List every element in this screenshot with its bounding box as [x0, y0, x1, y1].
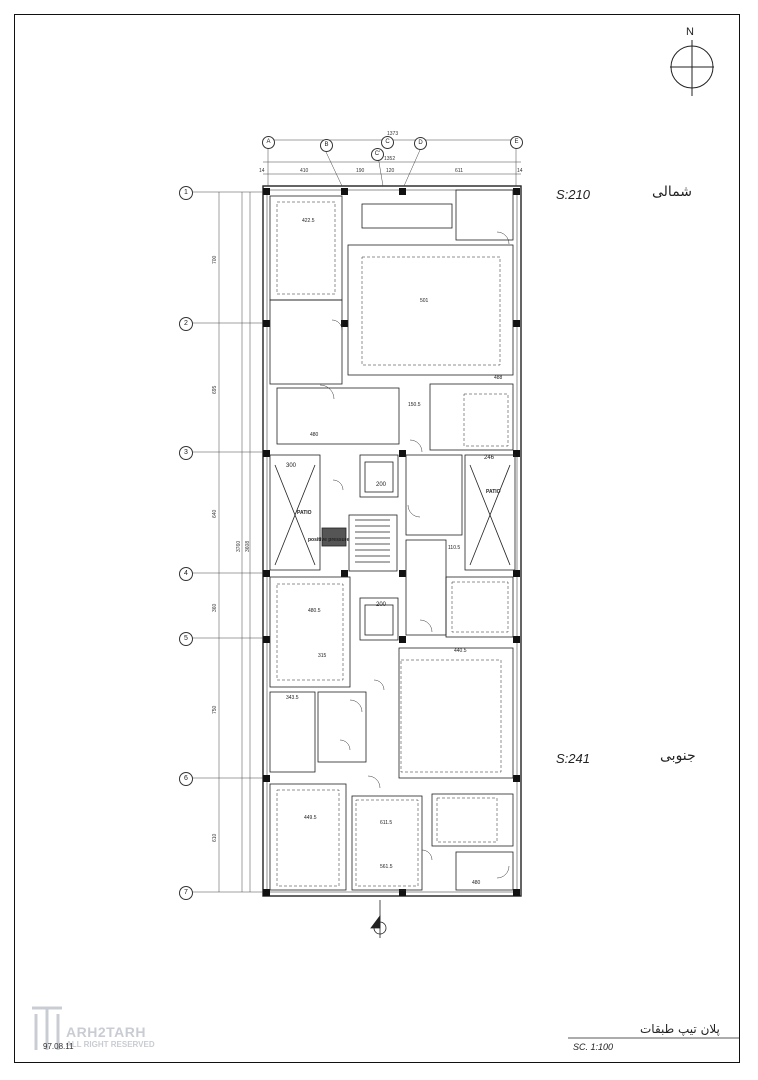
- dim-label: 343.5: [286, 695, 299, 701]
- logo-name: ARH2TARH: [66, 1024, 146, 1040]
- dim-label: 300: [286, 463, 297, 469]
- dim-label: 110.5: [448, 545, 461, 551]
- total-dim-1: 3760: [236, 540, 242, 552]
- patio-label-right: PATIO: [486, 489, 501, 495]
- dim-label: 501: [420, 298, 429, 304]
- row-dim-1: 700: [212, 255, 218, 264]
- drawing-code: 97.08.11: [43, 1042, 74, 1051]
- row-dim-6: 610: [212, 833, 218, 842]
- structural-columns: [263, 188, 520, 896]
- dim-label: 480: [472, 880, 481, 886]
- grid-col-b: B: [320, 139, 333, 152]
- row-dim-2: 695: [212, 385, 218, 394]
- dim-seg-1: 410: [300, 168, 309, 174]
- dim-label: 480.5: [308, 608, 321, 614]
- dim-label: 200: [376, 482, 387, 488]
- grid-row-7: 7: [179, 886, 193, 900]
- dim-seg-5: 14: [517, 168, 523, 174]
- dim-label: 315: [318, 653, 327, 659]
- core: [270, 455, 515, 640]
- dim-label: 611.5: [380, 820, 393, 826]
- grid-row-1: 1: [179, 186, 193, 200]
- grid-col-c: C: [381, 136, 394, 149]
- dim-seg-0: 14: [259, 168, 265, 174]
- row-dim-3: 640: [212, 509, 218, 518]
- dim-seg-2: 190: [356, 168, 365, 174]
- dim-label: 561.5: [380, 864, 393, 870]
- drawing-title: پلان تیپ طبقات: [640, 1022, 720, 1036]
- dim-label: 440.5: [454, 648, 467, 654]
- dim-label: 488: [494, 375, 503, 381]
- north-label: N: [686, 26, 694, 38]
- drawing-scale: SC. 1:100: [573, 1042, 614, 1052]
- area-north-value: S:210: [556, 187, 590, 202]
- building-outline: [263, 186, 521, 896]
- north-arrow-icon: [670, 40, 714, 96]
- grid-row-2: 2: [179, 317, 193, 331]
- dim-seg-3: 120: [386, 168, 395, 174]
- dim-label: 449.5: [304, 815, 317, 821]
- south-units: [270, 577, 513, 890]
- row-dim-5: 750: [212, 705, 218, 714]
- dim-inner: 1352: [384, 156, 396, 162]
- left-dimensions: [192, 192, 263, 892]
- dim-label: 422.5: [302, 218, 315, 224]
- dim-label: 480: [310, 432, 319, 438]
- dim-seg-4: 611: [455, 168, 463, 174]
- grid-row-4: 4: [179, 567, 193, 581]
- total-dim-2: 3608: [245, 540, 251, 552]
- dim-label: 150.5: [408, 402, 421, 408]
- area-south-value: S:241: [556, 751, 590, 766]
- north-units: [270, 190, 513, 450]
- patio-label-left: PATIO: [297, 510, 312, 516]
- dim-label: 246: [484, 455, 495, 461]
- grid-col-e: E: [510, 136, 523, 149]
- section-marker-icon: [371, 900, 386, 938]
- dim-label: 200: [376, 602, 387, 608]
- grid-col-c-prime: C': [371, 148, 384, 161]
- row-dim-4: 360: [212, 603, 218, 612]
- area-north-label: شمالی: [652, 184, 693, 200]
- logo-sub: ALL RIGHT RESERVED: [66, 1040, 155, 1049]
- dim-overall: 1373: [387, 131, 399, 137]
- grid-row-6: 6: [179, 772, 193, 786]
- grid-col-a: A: [262, 136, 275, 149]
- grid-col-d: D: [414, 137, 427, 150]
- positive-pressure-label: positive pressure: [308, 537, 350, 543]
- grid-row-3: 3: [179, 446, 193, 460]
- grid-row-5: 5: [179, 632, 193, 646]
- area-south-label: جنوبی: [660, 748, 696, 764]
